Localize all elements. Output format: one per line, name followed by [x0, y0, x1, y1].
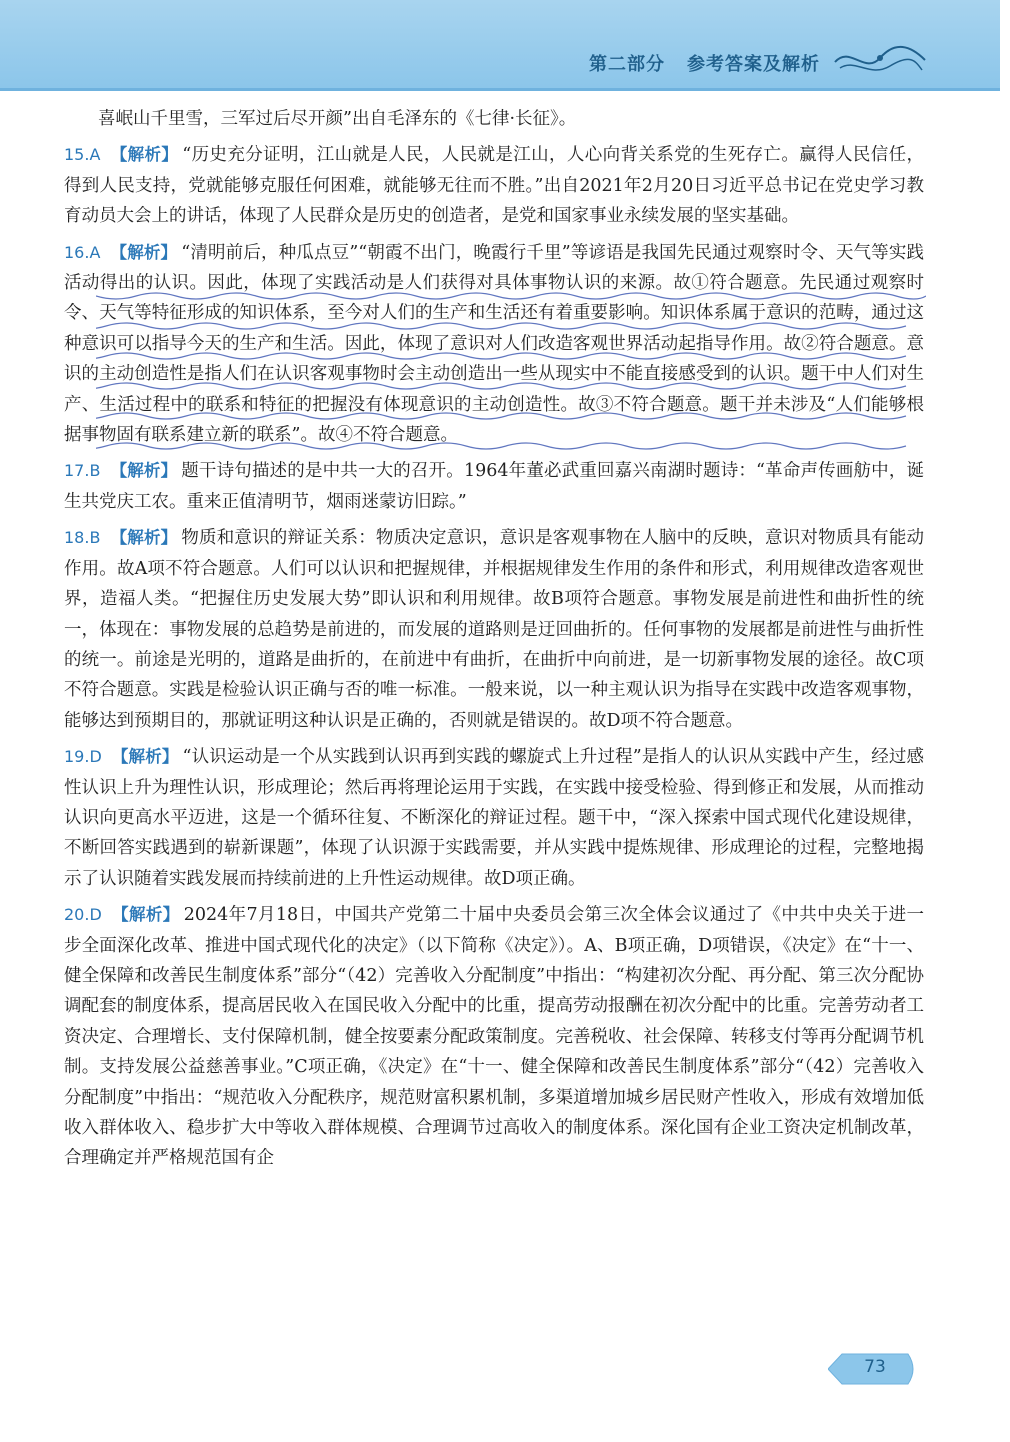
ornament-icon — [830, 40, 930, 80]
analysis-tag: 【解析】 — [110, 242, 178, 262]
answer-item-18 — [64, 523, 924, 736]
header-band — [0, 0, 1000, 91]
analysis-text: “认识运动是一个从实践到认识再到实践的螺旋式上升过程”是指人的认识从实践中产生，经过感性认识上升为理性认识，形成理论；然后再将理论运用于实践，在实践中接受检验、得到修正和发展，从而推动认识向更高水平迈进，这是一个循环往复、不断深化的辩证过程。题干中，“深入探索中国式现代化建设规律，不断回答实践遇到的崭新课题”，体现了认识源于实践需要，并从实践中提炼规律、形成理论的过程，完整地揭示了认识随着实践发展而持续前进的上升性运动规律。故D项正确。 — [64, 747, 925, 889]
analysis-text: 2024年7月18日，中国共产党第二十届中央委员会第三次全体会议通过了《中共中央关于进一步全面深化改革、推进中国式现代化的决定》（以下简称《决定》）。A、B项正确，D项错误，《决定》在“十一、健全保障和改善民生制度体系”部分“（42）完善收入分配制度”中指出：“构建初次分配、再分配、第三次分配协调配套的制度体系，提高居民收入在国民收入分配中的比重，提高劳动报酬在初次分配中的比重。完善劳动者工资决定、合理增长、支付保障机制，健全按要素分配政策制度。完善税收、社会保障、转移支付等再分配调节机制。支持发展公益慈善事业。”C项正确，《决定》在“十一、健全保障和改善民生制度体系”部分“（42）完善收入分配制度”中指出：“规范收入分配秩序，规范财富积累机制，多渠道增加城乡居民财产性收入，形成有效增加低收入群体收入、稳步扩大中等收入群体规模、合理调节过高收入的制度体系。深化国有企业工资决定机制改革，合理确定并严格规范国有企 — [64, 905, 925, 1169]
question-number: 16.A — [64, 242, 101, 262]
question-number: 20.D — [64, 905, 102, 925]
question-number: 17.B — [64, 461, 101, 481]
header-part: 第二部分 — [589, 54, 665, 75]
analysis-text: “历史充分证明，江山就是人民，人民就是江山，人心向背关系党的生死存亡。赢得人民信任，得到人民支持，党就能够克服任何困难，就能够无往而不胜。”出自2021年2月20日习近平总书记在党史学习教育动员大会上的讲话，体现了人民群众是历史的创造者，是党和国家事业永续发展的坚实基础。 — [64, 145, 925, 227]
page-number: 73 — [864, 1357, 886, 1377]
question-number: 18.B — [64, 528, 101, 548]
answer-item-15 — [64, 140, 924, 231]
question-number: 15.A — [64, 145, 101, 165]
analysis-tag: 【解析】 — [110, 461, 178, 481]
analysis-text: 题干诗句描述的是中共一大的召开。1964年董必武重回嘉兴南湖时题诗：“革命声传画舫中，诞生共党庆工农。重来正值清明节，烟雨迷蒙访旧踪。” — [64, 461, 924, 512]
answer-item-16 — [64, 238, 924, 451]
answer-content — [64, 104, 924, 1180]
header-section-title: 参考答案及解析 — [687, 54, 820, 75]
header-title — [589, 50, 820, 76]
analysis-tag: 【解析】 — [110, 145, 179, 165]
answer-item-17 — [64, 456, 924, 517]
analysis-tag: 【解析】 — [111, 747, 179, 767]
analysis-tag: 【解析】 — [111, 905, 180, 925]
analysis-text: 物质和意识的辩证关系：物质决定意识，意识是客观事物在人脑中的反映，意识对物质具有能动作用。故A项不符合题意。人们可以认识和把握规律，并根据规律发生作用的条件和形式，利用规律改造客观世界，造福人类。“把握住历史发展大势”即认识和利用规律。故B项符合题意。事物发展是前进性和曲折性的统一，体现在：事物发展的总趋势是前进的，而发展的道路则是迂回曲折的。任何事物的发展都是前进性与曲折性的统一。前途是光明的，道路是曲折的，在前进中有曲折，在曲折中向前进，是一切新事物发展的途径。故C项不符合题意。实践是检验认识正确与否的唯一标准。一般来说，以一种主观认识为指导在实践中改造客观事物，能够达到预期目的，那就证明这种认识是正确的，否则就是错误的。故D项不符合题意。 — [64, 528, 925, 731]
intro-line: 喜岷山千里雪，三军过后尽开颜”出自毛泽东的《七律·长征》。 — [98, 109, 577, 129]
question-number: 19.D — [64, 747, 102, 767]
analysis-tag: 【解析】 — [110, 528, 178, 548]
answer-item-19 — [64, 742, 924, 894]
answer-item-20 — [64, 900, 924, 1174]
analysis-text: “清明前后，种瓜点豆”“朝霞不出门，晚霞行千里”等谚语是我国先民通过观察时令、天气等实践活动得出的认识。因此，体现了实践活动是人们获得对具体事物认识的来源。故①符合题意。先民通过观察时令、天气等特征形成的知识体系，至今对人们的生产和生活还有着重要影响。知识体系属于意识的范畴，通过这种意识可以指导今天的生产和生活。因此，体现了意识对人们改造客观世界活动起指导作用。故②符合题意。意识的主动创造性是指人们在认识客观事物时会主动创造出一些从现实中不能直接感受到的认识。题干中人们对生产、生活过程中的联系和特征的把握没有体现意识的主动创造性。故③不符合题意。题干并未涉及“人们能够根据事物固有联系建立新的联系”。故④不符合题意。 — [64, 242, 924, 446]
